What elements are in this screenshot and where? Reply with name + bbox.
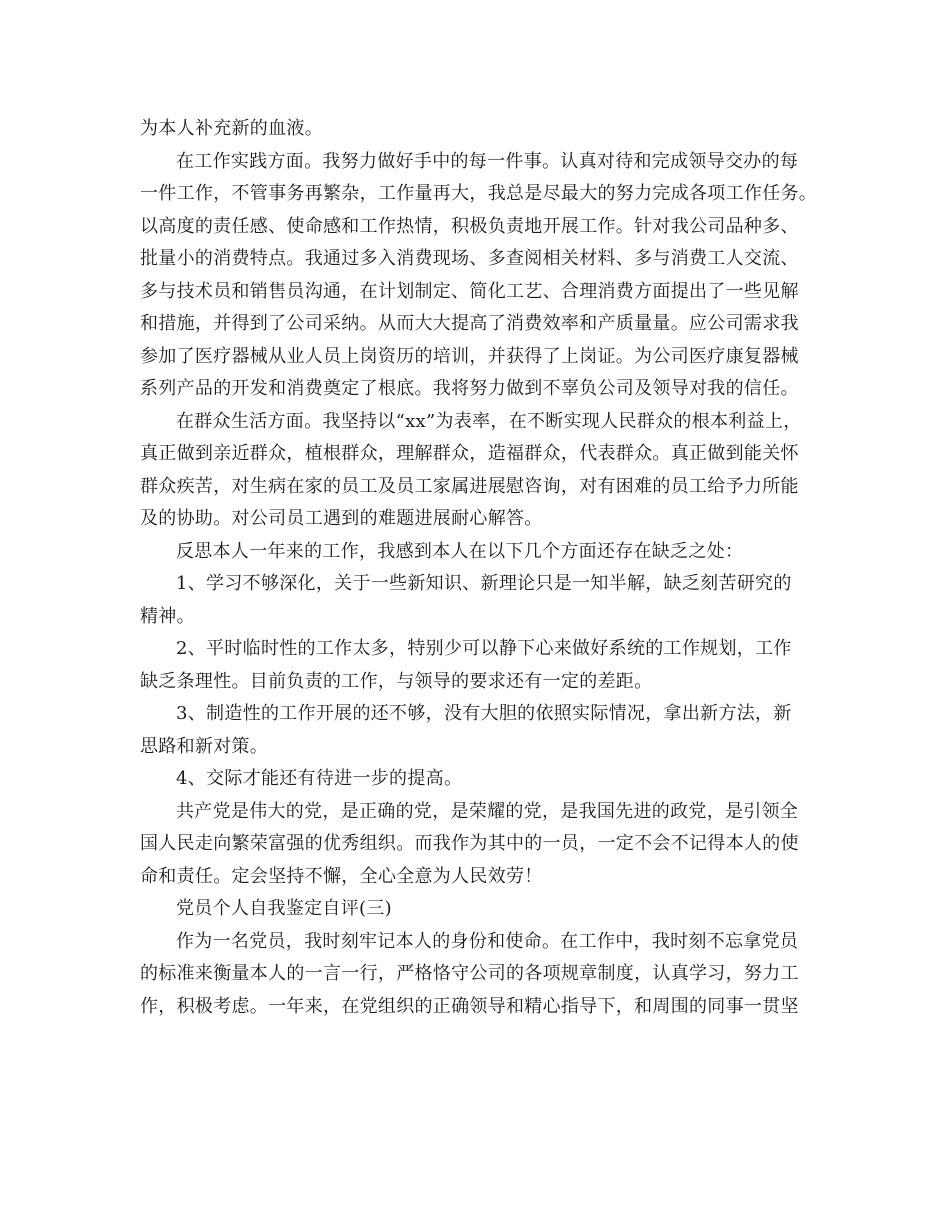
text-line: 参加了医疗器械从业人员上岗资历的培训，并获得了上岗证。为公司医疗康复器械 bbox=[140, 345, 799, 367]
text-line: 在工作实践方面。我努力做好手中的每一件事。认真对待和完成领导交办的每 bbox=[176, 150, 799, 172]
text-line: 作为一名党员，我时刻牢记本人的身份和使命。在工作中，我时刻不忘拿党员 bbox=[176, 930, 799, 952]
text-line: 缺乏条理性。目前负责的工作，与领导的要求还有一定的差距。 bbox=[140, 670, 653, 692]
text-line: 命和责任。定会坚持不懈，全心全意为人民效劳！ bbox=[140, 865, 543, 887]
text-line: 1、学习不够深化，关于一些新知识、新理论只是一知半解，缺乏刻苦研究的 bbox=[176, 573, 792, 594]
text-line: 4、交际才能还有待进一步的提高。 bbox=[176, 768, 463, 789]
text-line: 反思本人一年来的工作，我感到本人在以下几个方面还存在缺乏之处： bbox=[176, 540, 744, 562]
text-line: 党员个人自我鉴定自评(三) bbox=[176, 898, 392, 919]
text-line: 3、制造性的工作开展的还不够，没有大胆的依照实际情况，拿出新方法，新 bbox=[176, 703, 792, 724]
text-line: 精神。 bbox=[140, 605, 195, 627]
text-line: 在群众生活方面。我坚持以“xx”为表率，在不断实现人民群众的根本利益上， bbox=[176, 410, 802, 432]
text-line: 2、平时临时性的工作太多，特别少可以静下心来做好系统的工作规划，工作 bbox=[176, 638, 792, 659]
text-line: 多与技术员和销售员沟通，在计划制定、简化工艺、合理消费方面提出了一些见解 bbox=[140, 280, 799, 302]
text-line: 系列产品的开发和消费奠定了根底。我将努力做到不辜负公司及领导对我的信任。 bbox=[140, 378, 799, 399]
text-line: 的标准来衡量本人的一言一行，严格恪守公司的各项规章制度，认真学习，努力工 bbox=[140, 963, 799, 984]
text-line: 共产党是伟大的党，是正确的党，是荣耀的党，是我国先进的政党，是引领全 bbox=[176, 800, 799, 822]
text-line: 群众疾苦，对生病在家的员工及员工家属进展慰咨询，对有困难的员工给予力所能 bbox=[140, 475, 799, 497]
text-line: 为本人补充新的血液。 bbox=[140, 118, 323, 139]
text-line: 真正做到亲近群众，植根群众，理解群众，造福群众，代表群众。真正做到能关怀 bbox=[140, 443, 799, 464]
text-line: 作，积极考虑。一年来，在党组织的正确领导和精心指导下，和周围的同事一贯坚 bbox=[140, 995, 799, 1017]
text-line: 一件工作，不管事务再繁杂，工作量再大，我总是尽最大的努力完成各项工作任务。 bbox=[140, 183, 818, 204]
text-line: 思路和新对策。 bbox=[140, 735, 269, 757]
text-line: 及的协助。对公司员工遇到的难题进展耐心解答。 bbox=[140, 508, 543, 529]
document-body bbox=[140, 113, 830, 1023]
text-line: 国人民走向繁荣富强的优秀组织。而我作为其中的一员，一定不会不记得本人的使 bbox=[140, 833, 799, 854]
text-line: 和措施，并得到了公司采纳。从而大大提高了消费效率和产质量量。应公司需求我 bbox=[140, 313, 799, 334]
text-line: 批量小的消费特点。我通过多入消费现场、多查阅相关材料、多与消费工人交流、 bbox=[140, 248, 799, 269]
text-line: 以高度的责任感、使命感和工作热情，积极负责地开展工作。针对我公司品种多、 bbox=[140, 215, 799, 237]
